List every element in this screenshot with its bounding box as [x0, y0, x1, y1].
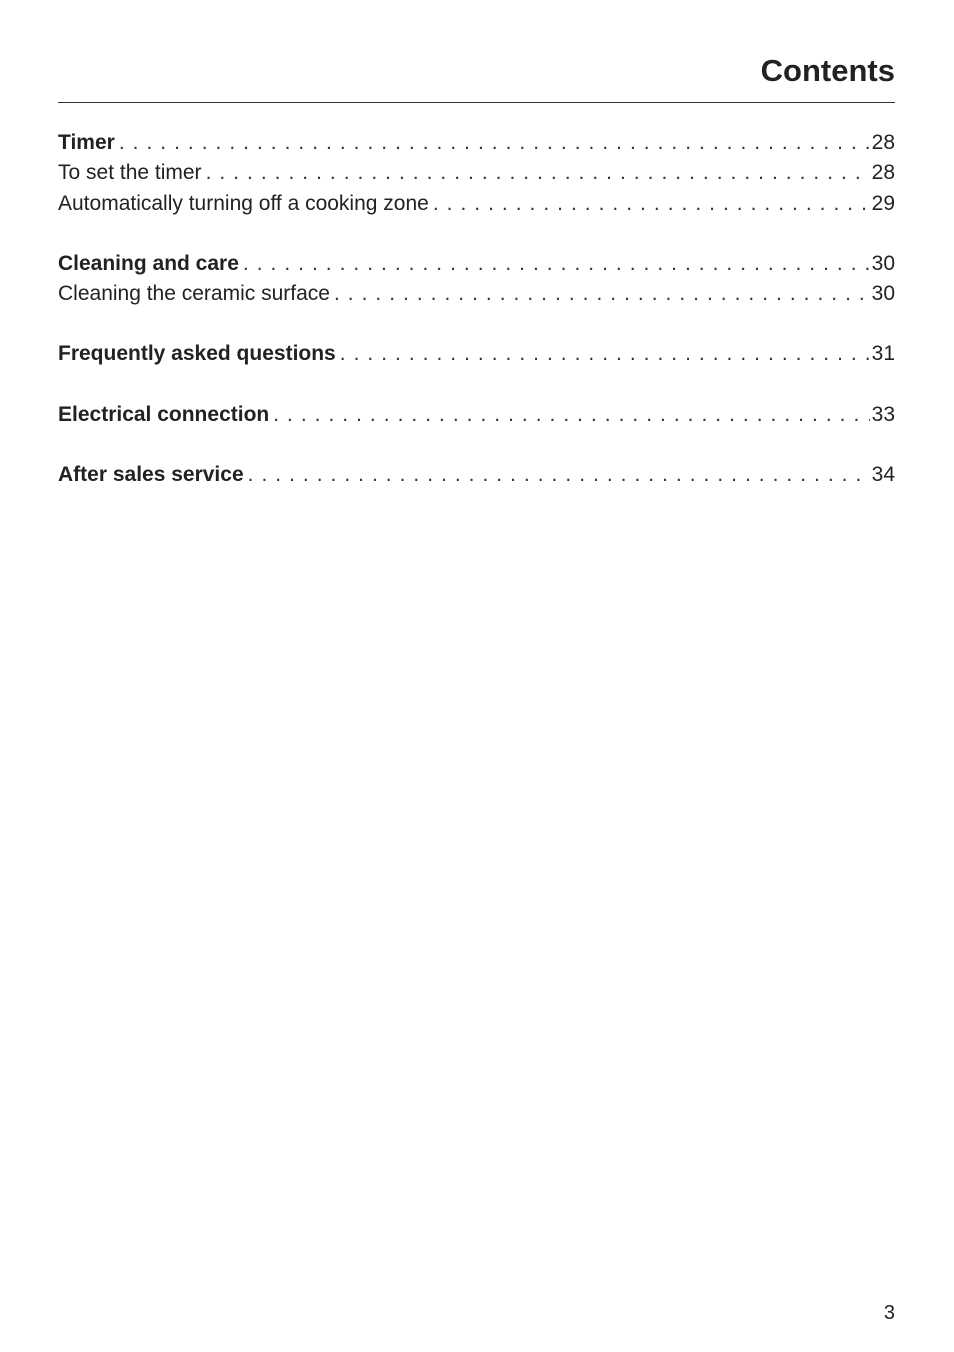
toc-entry[interactable]: [58, 460, 895, 490]
toc-entry-page: 29: [871, 191, 895, 215]
toc-dot-leader: [433, 189, 870, 219]
toc-entry-page: 28: [871, 131, 895, 154]
toc-dot-leader: [334, 279, 870, 309]
toc-section-electrical: [58, 400, 895, 430]
toc-entry-label: Cleaning and care: [58, 251, 239, 275]
toc-dot-leader: [248, 460, 870, 490]
toc-entry[interactable]: [58, 400, 895, 430]
page-header: [58, 50, 895, 103]
toc-dot-leader: [273, 400, 869, 430]
toc-section-faq: [58, 339, 895, 369]
page-number: 3: [883, 1302, 895, 1324]
toc-entry[interactable]: [58, 339, 895, 369]
toc-entry[interactable]: [58, 128, 895, 158]
toc-entry-label: Automatically turning off a cooking zone: [58, 191, 429, 215]
toc-entry-label: Cleaning the ceramic surface: [58, 282, 330, 306]
toc-section-after-sales: [58, 460, 895, 490]
toc-section-cleaning: [58, 249, 895, 310]
toc-entry[interactable]: [58, 279, 895, 309]
toc-dot-leader: [119, 128, 870, 158]
toc-dot-leader: [206, 158, 870, 188]
toc-entry-label: Electrical connection: [58, 402, 270, 426]
toc-entry-label: To set the timer: [58, 161, 202, 185]
toc-entry-label: Timer: [58, 131, 115, 154]
page-title: Contents: [760, 53, 895, 88]
document-page: [58, 0, 895, 1352]
toc-entry-page: 34: [871, 463, 895, 487]
toc-section-timer: [58, 128, 895, 219]
toc-entry-label: After sales service: [58, 463, 244, 487]
table-of-contents: [58, 128, 895, 520]
toc-entry[interactable]: [58, 158, 895, 188]
toc-entry-page: 30: [871, 251, 895, 275]
toc-entry-page: 28: [871, 161, 895, 185]
toc-entry-label: Frequently asked questions: [58, 342, 336, 366]
toc-dot-leader: [243, 249, 870, 279]
toc-entry[interactable]: [58, 189, 895, 219]
toc-dot-leader: [340, 339, 870, 369]
toc-entry-page: 33: [871, 402, 895, 426]
toc-entry-page: 31: [871, 342, 895, 366]
toc-entry-page: 30: [871, 282, 895, 306]
toc-entry[interactable]: [58, 249, 895, 279]
